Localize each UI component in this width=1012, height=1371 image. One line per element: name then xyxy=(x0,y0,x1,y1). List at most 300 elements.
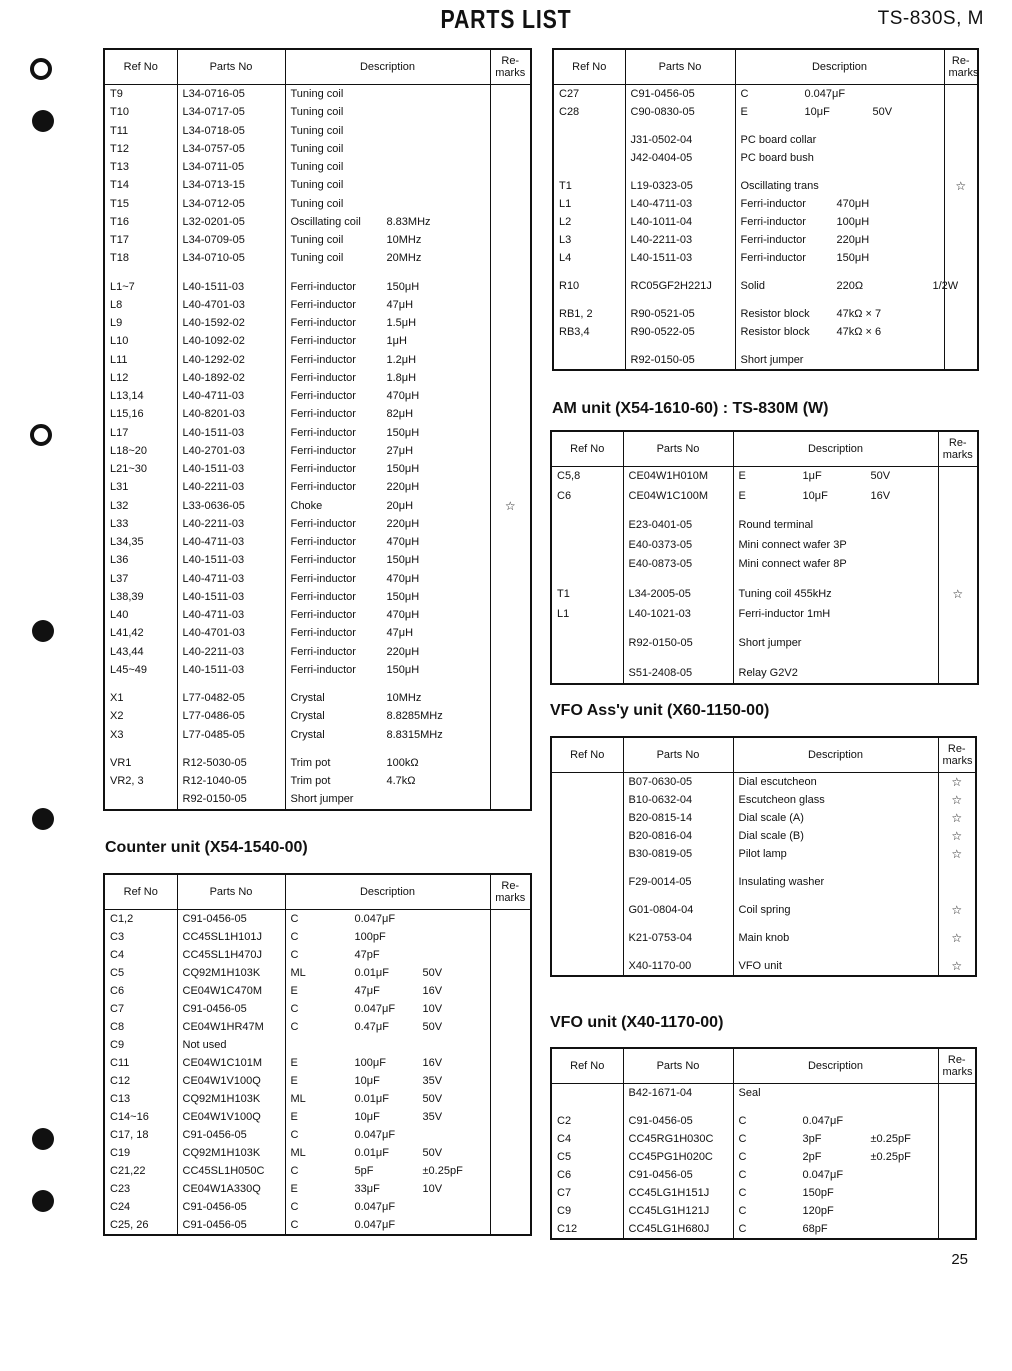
part-number-cell: L40-1511-03 xyxy=(177,424,285,442)
rating-text: 35V xyxy=(422,1111,443,1123)
col-header-description: Description xyxy=(285,874,490,910)
remarks-cell xyxy=(490,551,531,569)
table-row xyxy=(551,585,978,605)
remarks-cell: ☆ xyxy=(938,773,976,792)
value-text: 100kΩ xyxy=(386,756,419,769)
value-text: 82μH xyxy=(386,408,414,421)
part-number-cell: L40-8201-03 xyxy=(177,405,285,423)
table-row-spacer xyxy=(553,121,978,131)
rating-text: 10V xyxy=(422,1003,443,1015)
part-number-cell: C91-0456-05 xyxy=(625,85,735,104)
description-text: Crystal xyxy=(290,692,325,704)
ref-cell: X1 xyxy=(110,692,124,704)
remarks-cell xyxy=(490,1180,531,1198)
spacer-cell xyxy=(623,919,733,929)
description-text: Tuning coil xyxy=(290,234,344,246)
ref-cell: C5 xyxy=(110,967,125,979)
table-row xyxy=(551,809,976,827)
ref-cell: C5 xyxy=(557,1151,572,1163)
table-row-spacer xyxy=(551,654,978,664)
remarks-cell xyxy=(490,296,531,314)
table-row xyxy=(104,515,531,533)
part-number-cell: B20-0815-14 xyxy=(623,809,733,827)
part-number-cell: L34-0757-05 xyxy=(177,140,285,158)
spacer-cell xyxy=(625,167,735,177)
table-row xyxy=(553,177,978,195)
part-number-cell: C91-0456-05 xyxy=(177,1000,285,1018)
part-number-cell: S51-2408-05 xyxy=(623,664,733,685)
ref-cell: VR1 xyxy=(110,756,132,769)
remarks-cell xyxy=(490,689,531,707)
value-text: 10μF xyxy=(354,1075,380,1087)
remarks-cell xyxy=(490,1126,531,1144)
value-text: 150μH xyxy=(386,426,420,439)
ref-cell: L18~20 xyxy=(110,444,148,457)
ref-cell: C6 xyxy=(557,489,572,502)
ref-cell xyxy=(551,845,623,863)
remarks-cell xyxy=(938,1130,976,1148)
table-row xyxy=(104,754,531,772)
table-row xyxy=(104,176,531,194)
ref-cell: T13 xyxy=(110,161,129,173)
remarks-cell xyxy=(490,1198,531,1216)
remarks-cell xyxy=(490,588,531,606)
description-cell xyxy=(733,809,938,827)
description-cell xyxy=(733,1112,938,1130)
description-cell xyxy=(285,551,490,569)
value-text: 20μH xyxy=(386,499,414,512)
parts-table-counter xyxy=(103,873,532,1236)
description-cell xyxy=(733,901,938,919)
table-row xyxy=(104,551,531,569)
description-cell xyxy=(735,177,944,195)
ref-cell: C2 xyxy=(557,1115,572,1127)
table-row xyxy=(104,1090,531,1108)
table-row xyxy=(104,332,531,350)
description-text: Tuning coil xyxy=(290,197,344,210)
description-cell xyxy=(735,195,944,213)
table-row xyxy=(104,1108,531,1126)
description-cell xyxy=(733,467,938,487)
description-cell xyxy=(285,195,490,213)
remarks-cell: ☆ xyxy=(938,957,976,976)
table-row-spacer xyxy=(551,575,978,585)
remarks-cell xyxy=(490,85,531,104)
part-number-cell: J31-0502-04 xyxy=(625,131,735,149)
description-text: Seal xyxy=(738,1087,761,1099)
remarks-cell xyxy=(490,964,531,982)
table-row xyxy=(551,536,978,556)
table-row xyxy=(553,85,978,104)
description-text: E xyxy=(290,1057,298,1069)
ref-cell: L40 xyxy=(110,609,129,621)
description-text: Short jumper xyxy=(290,793,354,806)
description-cell xyxy=(735,351,944,370)
ref-cell: C4 xyxy=(557,1133,572,1145)
description-cell xyxy=(733,664,938,685)
remarks-cell xyxy=(944,305,978,323)
description-text: Ferri-inductor xyxy=(290,317,356,329)
spacer-cell xyxy=(733,506,938,516)
description-text: C xyxy=(738,1151,747,1163)
description-cell xyxy=(733,929,938,947)
part-number-cell: L40-4711-03 xyxy=(177,606,285,624)
value-text: 33μF xyxy=(354,1183,380,1195)
spacer-cell xyxy=(735,121,944,131)
description-cell xyxy=(733,1184,938,1202)
value-text: 10MHz xyxy=(386,692,422,704)
table-header-row xyxy=(553,49,978,85)
value-text: 47pF xyxy=(354,949,380,961)
description-text: Dial scale (B) xyxy=(738,830,804,842)
part-number-cell: B20-0816-04 xyxy=(623,827,733,845)
ref-cell: L32 xyxy=(110,499,129,512)
description-text: ML xyxy=(290,967,306,979)
ref-cell: C13 xyxy=(110,1093,131,1105)
part-number-cell: L40-1511-03 xyxy=(625,249,735,267)
col-header-description: Description xyxy=(285,49,490,85)
part-number-cell: L34-0710-05 xyxy=(177,249,285,267)
part-number-cell: CQ92M1H103K xyxy=(177,1144,285,1162)
description-cell xyxy=(733,1166,938,1184)
spacer-cell xyxy=(551,891,623,901)
description-text: Main knob xyxy=(738,932,790,944)
description-cell xyxy=(733,555,938,575)
remarks-cell xyxy=(490,387,531,405)
ref-cell xyxy=(551,634,623,654)
spacer-cell xyxy=(625,121,735,131)
ref-cell: L9 xyxy=(110,317,123,329)
description-cell xyxy=(285,1036,490,1054)
table-row xyxy=(551,1220,976,1239)
remarks-cell xyxy=(490,643,531,661)
description-text: Insulating washer xyxy=(738,876,825,888)
spacer-cell xyxy=(938,891,976,901)
remarks-cell xyxy=(944,103,978,121)
remarks-cell xyxy=(490,442,531,460)
description-text: C xyxy=(290,1219,299,1231)
remarks-cell xyxy=(944,213,978,231)
spacer-cell xyxy=(625,295,735,305)
ref-cell: C3 xyxy=(110,931,125,943)
value-text: 470μH xyxy=(386,536,420,548)
value-text: 0.047μF xyxy=(804,88,846,100)
value-text: 220μH xyxy=(386,645,420,658)
part-number-cell: L34-0709-05 xyxy=(177,231,285,249)
description-cell xyxy=(285,1180,490,1198)
table-row-spacer xyxy=(553,167,978,177)
spacer-cell xyxy=(623,654,733,664)
value-text: 2pF xyxy=(802,1151,822,1163)
part-number-cell: CE04W1HR47M xyxy=(177,1018,285,1036)
value-text: 0.047μF xyxy=(354,1129,396,1141)
rating-text: 35V xyxy=(422,1075,443,1087)
part-number-cell: R12-1040-05 xyxy=(177,772,285,790)
part-number-cell: L19-0323-05 xyxy=(625,177,735,195)
description-text: Ferri-inductor xyxy=(290,280,356,293)
part-number-cell: C91-0456-05 xyxy=(177,1216,285,1235)
binder-hole xyxy=(30,424,52,446)
table-row xyxy=(104,478,531,496)
spacer-cell xyxy=(551,947,623,957)
part-number-cell: L34-0718-05 xyxy=(177,122,285,140)
remarks-cell xyxy=(490,314,531,332)
part-number-cell: L40-4711-03 xyxy=(177,387,285,405)
remarks-cell xyxy=(944,249,978,267)
table-row xyxy=(104,1000,531,1018)
part-number-cell: CC45LG1H680J xyxy=(623,1220,733,1239)
remarks-cell xyxy=(490,1036,531,1054)
col-header-ref: Ref No xyxy=(551,1048,623,1084)
rating-text: 50V xyxy=(422,967,443,979)
description-text: Escutcheon glass xyxy=(738,794,825,806)
remarks-cell xyxy=(490,158,531,176)
description-cell xyxy=(285,314,490,332)
description-cell xyxy=(733,536,938,556)
part-number-cell: CC45RG1H030C xyxy=(623,1130,733,1148)
description-text: Tuning coil xyxy=(290,142,344,155)
part-number-cell: L40-1092-02 xyxy=(177,332,285,350)
part-number-cell: L40-2211-03 xyxy=(625,231,735,249)
model-number: TS-830S, M xyxy=(877,8,984,29)
ref-cell: C9 xyxy=(557,1205,572,1217)
description-text: C xyxy=(738,1205,747,1217)
binder-hole xyxy=(32,110,54,132)
part-number-cell: E40-0873-05 xyxy=(623,555,733,575)
part-number-cell: G01-0804-04 xyxy=(623,901,733,919)
ref-cell: RB3,4 xyxy=(559,326,590,338)
ref-cell xyxy=(551,516,623,536)
part-number-cell: CE04W1H010M xyxy=(623,467,733,487)
ref-cell: C14~16 xyxy=(110,1111,149,1123)
remarks-cell xyxy=(944,149,978,167)
part-number-cell: CC45LG1H151J xyxy=(623,1184,733,1202)
part-number-cell: CC45PG1H020C xyxy=(623,1148,733,1166)
description-text: Trim pot xyxy=(290,775,331,787)
value-text: 470μH xyxy=(386,609,420,621)
rating-text: ±0.25pF xyxy=(870,1133,911,1145)
table-row-spacer xyxy=(553,341,978,351)
spacer-cell xyxy=(733,919,938,929)
table-row xyxy=(104,982,531,1000)
col-header-description: Description xyxy=(735,49,944,85)
description-cell xyxy=(735,149,944,167)
remarks-cell xyxy=(490,946,531,964)
description-cell xyxy=(733,585,938,605)
description-text: Crystal xyxy=(290,728,325,741)
description-cell xyxy=(733,957,938,976)
description-text: E xyxy=(290,1183,298,1195)
description-text: Ferri-inductor xyxy=(290,663,356,676)
ref-cell: C7 xyxy=(557,1187,572,1199)
spacer-cell xyxy=(177,268,285,278)
spacer-cell xyxy=(735,267,944,277)
value-text: 220μH xyxy=(836,234,870,246)
ref-cell: T12 xyxy=(110,142,129,155)
ref-cell: L34,35 xyxy=(110,536,144,548)
value-text: 47μF xyxy=(354,985,380,997)
table-row xyxy=(104,85,531,104)
description-text: E xyxy=(290,1075,298,1087)
part-number-cell: C91-0456-05 xyxy=(177,1126,285,1144)
part-number-cell: L40-4711-03 xyxy=(177,533,285,551)
binder-hole xyxy=(30,58,52,80)
description-text: Dial escutcheon xyxy=(738,776,817,788)
col-header-remarks: Re- marks xyxy=(944,49,978,85)
spacer-cell xyxy=(553,121,625,131)
section-title-counter: Counter unit (X54-1540-00) xyxy=(105,839,308,856)
ref-cell: C12 xyxy=(110,1075,131,1087)
ref-cell: L45~49 xyxy=(110,663,148,676)
table-row xyxy=(104,278,531,296)
description-text: Ferri-inductor xyxy=(740,234,806,246)
table-row xyxy=(104,387,531,405)
value-text: 150μH xyxy=(386,590,420,603)
remarks-cell xyxy=(490,772,531,790)
description-text: Ferri-inductor xyxy=(290,554,356,567)
table-row-spacer xyxy=(104,679,531,689)
description-cell xyxy=(285,442,490,460)
ref-cell xyxy=(551,957,623,976)
value-text: 1.5μH xyxy=(386,317,417,329)
remarks-cell xyxy=(938,555,978,575)
rating-text: 50V xyxy=(422,1147,443,1159)
description-cell xyxy=(733,634,938,654)
description-cell xyxy=(285,928,490,946)
ref-cell: RB1, 2 xyxy=(559,308,593,320)
spacer-cell xyxy=(938,506,978,516)
description-text: PC board collar xyxy=(740,134,817,146)
remarks-cell xyxy=(490,1108,531,1126)
table-row xyxy=(551,487,978,507)
table-row-spacer xyxy=(104,268,531,278)
remarks-cell xyxy=(944,323,978,341)
description-text: Short jumper xyxy=(740,354,804,366)
value-text: 150μH xyxy=(386,554,420,567)
table-row-spacer xyxy=(551,919,976,929)
ref-cell: X2 xyxy=(110,710,124,723)
table-row xyxy=(551,555,978,575)
col-header-remarks: Re- marks xyxy=(938,1048,976,1084)
table-row xyxy=(553,231,978,249)
part-number-cell: C91-0456-05 xyxy=(623,1112,733,1130)
ref-cell: C27 xyxy=(559,88,580,100)
table-row xyxy=(553,213,978,231)
description-text: Ferri-inductor xyxy=(290,609,356,621)
spacer-cell xyxy=(733,624,938,634)
description-text: C xyxy=(738,1133,747,1145)
description-text: C xyxy=(290,1021,299,1033)
table-row xyxy=(104,1162,531,1180)
spacer-cell xyxy=(623,624,733,634)
spacer-cell xyxy=(735,167,944,177)
description-cell xyxy=(733,1220,938,1239)
part-number-cell: R92-0150-05 xyxy=(177,790,285,809)
description-cell xyxy=(733,827,938,845)
table-row xyxy=(553,249,978,267)
description-cell xyxy=(285,213,490,231)
table-row-spacer xyxy=(553,267,978,277)
ref-cell: L21~30 xyxy=(110,463,148,475)
remarks-cell xyxy=(490,369,531,387)
spacer-cell xyxy=(623,947,733,957)
remarks-cell xyxy=(490,1000,531,1018)
description-cell xyxy=(285,1108,490,1126)
spacer-cell xyxy=(177,744,285,754)
part-number-cell: RC05GF2H221J xyxy=(625,277,735,295)
value-text: 47μH xyxy=(386,298,414,311)
part-number-cell: L40-4711-03 xyxy=(625,195,735,213)
table-row xyxy=(553,103,978,121)
ref-cell: X3 xyxy=(110,728,124,741)
value-text: 10μF xyxy=(802,489,828,502)
part-number-cell: L40-4701-03 xyxy=(177,296,285,314)
part-number-cell: L40-2211-03 xyxy=(177,515,285,533)
description-text: Trim pot xyxy=(290,756,331,769)
part-number-cell: E23-0401-05 xyxy=(623,516,733,536)
spacer-cell xyxy=(944,341,978,351)
description-cell xyxy=(733,1148,938,1166)
description-cell xyxy=(285,570,490,588)
description-cell xyxy=(733,873,938,891)
table-row xyxy=(104,1180,531,1198)
table-row xyxy=(104,296,531,314)
table-row xyxy=(104,643,531,661)
spacer-cell xyxy=(938,1102,976,1112)
value-text: 150μH xyxy=(386,463,420,475)
spacer-cell xyxy=(733,575,938,585)
description-cell xyxy=(285,910,490,929)
ref-cell: L3 xyxy=(559,234,572,246)
description-text: PC board bush xyxy=(740,152,814,164)
part-number-cell: F29-0014-05 xyxy=(623,873,733,891)
spacer-cell xyxy=(553,267,625,277)
spacer-cell xyxy=(490,679,531,689)
remarks-cell xyxy=(938,1084,976,1103)
part-number-cell: L34-0716-05 xyxy=(177,85,285,104)
table-row xyxy=(104,442,531,460)
part-number-cell: L77-0485-05 xyxy=(177,726,285,744)
rating-text: 16V xyxy=(422,1057,443,1069)
description-text: Dial scale (A) xyxy=(738,812,804,824)
description-text: E xyxy=(738,489,746,502)
value-text: 150pF xyxy=(802,1187,834,1199)
table-row xyxy=(104,369,531,387)
table-row-spacer xyxy=(551,891,976,901)
description-cell xyxy=(285,946,490,964)
value-text: 68pF xyxy=(802,1223,828,1235)
col-header-ref: Ref No xyxy=(551,737,623,773)
col-header-parts: Parts No xyxy=(623,737,733,773)
description-cell xyxy=(285,1090,490,1108)
col-header-parts: Parts No xyxy=(177,49,285,85)
ref-cell: L1 xyxy=(557,607,570,620)
part-number-cell: CE04W1C101M xyxy=(177,1054,285,1072)
remarks-cell xyxy=(490,460,531,478)
col-header-remarks: Re- marks xyxy=(938,737,976,773)
ref-cell: T14 xyxy=(110,179,129,192)
part-number-cell: L40-4701-03 xyxy=(177,624,285,642)
remarks-cell: ☆ xyxy=(938,791,976,809)
part-number-cell: L40-2211-03 xyxy=(177,478,285,496)
table-row xyxy=(104,158,531,176)
table-row xyxy=(104,195,531,213)
ref-cell: C23 xyxy=(110,1183,131,1195)
remarks-cell xyxy=(938,1220,976,1239)
remarks-cell xyxy=(490,982,531,1000)
description-text: E xyxy=(738,470,746,482)
table-row xyxy=(551,1202,976,1220)
